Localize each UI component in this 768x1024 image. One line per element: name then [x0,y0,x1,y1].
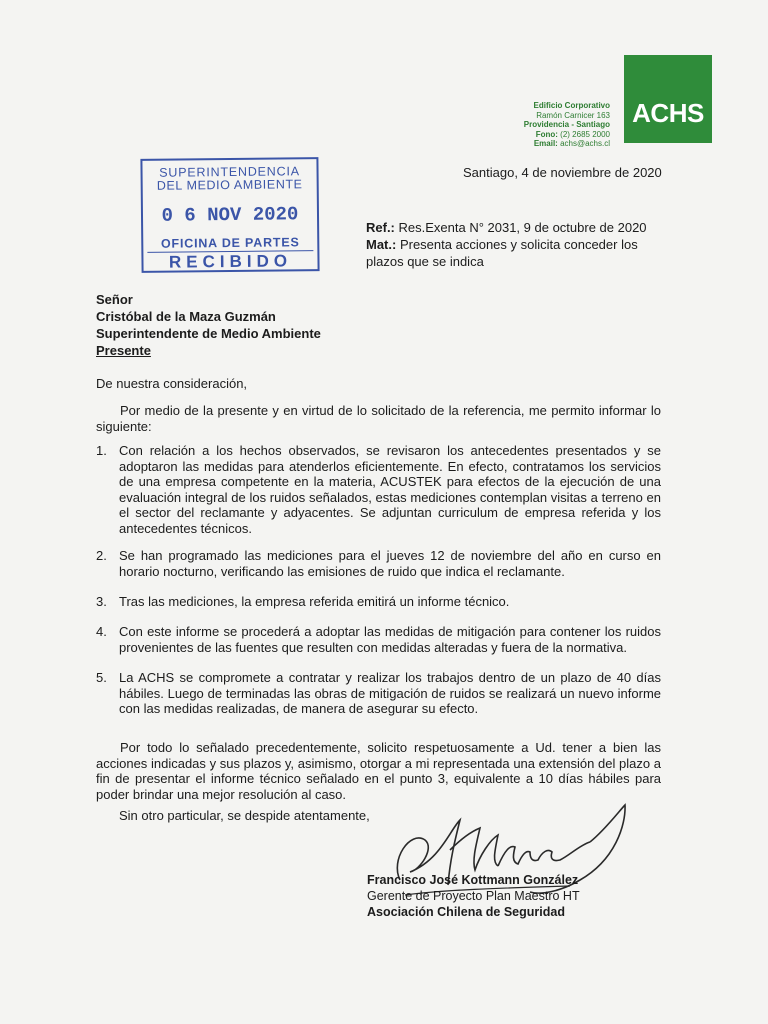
achs-logo-text: ACHS [632,97,704,128]
stamp-line1: SUPERINTENDENCIA [159,164,300,180]
signer-position: Gerente de Proyecto Plan Maestro HT [367,889,580,903]
list-item [96,594,661,610]
farewell: Sin otro particular, se despide atentamente, [119,808,370,823]
list-item [96,443,661,536]
addressee-presente: Presente [96,343,151,358]
company-address-line: Ramón Carnicer 163 [536,110,610,120]
list-item-text: La ACHS se compromete a contratar y realizar los trabajos dentro de un plazo de 40 días hábiles. Luego de terminadas las obras de mitigación de ruidos se realizará un nuevo informe con las medidas realizadas, de manera de asegurar su efecto. [119,670,661,716]
list-item [96,624,661,655]
addressee-name: Cristóbal de la Maza Guzmán [96,309,276,324]
list-item-number: 5. [96,670,107,685]
list-item-number: 2. [96,548,107,563]
achs-logo [624,55,712,143]
list-item-text: Con relación a los hechos observados, se revisaron los antecedentes presentados y se adoptaron las medidas para atenderlos eficientemente. En efecto, contratamos los servicios de una empresa competente en la materia, ACUSTEK para efectos de la ejecución de una evaluación integral de los ruidos señalados, estas mediciones contemplan visitas a terreno en el sector del reclamante y adyacentes. Se adjuntan curriculum de empresa referida y los antecedentes técnicos. [119,443,661,536]
addressee-title: Superintendente de Medio Ambiente [96,326,321,341]
stamp-date: 0 6 NOV 2020 [161,203,299,227]
company-address-line: Providencia - Santiago [523,120,610,129]
list-item-number: 4. [96,624,107,639]
greeting: De nuestra consideración, [96,376,248,391]
city-date: Santiago, 4 de noviembre de 2020 [463,165,662,180]
company-address [524,101,610,149]
signer-organization: Asociación Chilena de Seguridad [367,905,565,919]
company-phone: Fono: (2) 2685 2000 [535,129,610,139]
signer-block [367,872,580,920]
received-stamp [140,157,319,273]
subject-line: Mat.: Presenta acciones y solicita conceder los plazos que se indica [366,237,638,269]
stamp-office: OFICINA DE PARTES [160,235,300,251]
list-item-number: 3. [96,594,107,609]
stamp-received: RECIBIDO [147,250,313,273]
list-item-text: Tras las mediciones, la empresa referida emitirá un informe técnico. [119,594,510,609]
intro-paragraph: Por medio de la presente y en virtud de lo solicitado de la referencia, me permito informar lo siguiente: [96,403,661,434]
addressee-block [96,291,321,359]
reference-block [366,219,666,270]
reference-line: Ref.: Res.Exenta N° 2031, 9 de octubre de 2020 [366,220,647,235]
signer-name: Francisco José Kottmann González [367,873,579,887]
list-item [96,670,661,717]
list-item-text: Con este informe se procederá a adoptar las medidas de mitigación para contener los ruidos provenientes de las fuentes que resulten con medidas alteradas y fuera de la normativa. [119,624,661,655]
company-email: Email: achs@achs.cl [533,139,610,148]
list-item-text: Se han programado las mediciones para el jueves 12 de noviembre del año en curso en horario nocturno, verificando las emisiones de ruido que indica el reclamante. [119,548,661,579]
stamp-line2: DEL MEDIO AMBIENTE [156,177,303,193]
company-address-line: Edificio Corporativo [533,101,610,110]
list-item [96,548,661,579]
list-item-number: 1. [96,443,107,458]
addressee-salutation: Señor [96,292,133,307]
closing-paragraph: Por todo lo señalado precedentemente, solicito respetuosamente a Ud. tener a bien las acciones indicadas y sus plazos y, asimismo, otorgar a mi representada una extensión del plazo a fin de presentar el informe técnico señalado en el punto 3, equivalente a 10 días hábiles para poder brindar una mejor resolución al caso. [96,740,661,802]
